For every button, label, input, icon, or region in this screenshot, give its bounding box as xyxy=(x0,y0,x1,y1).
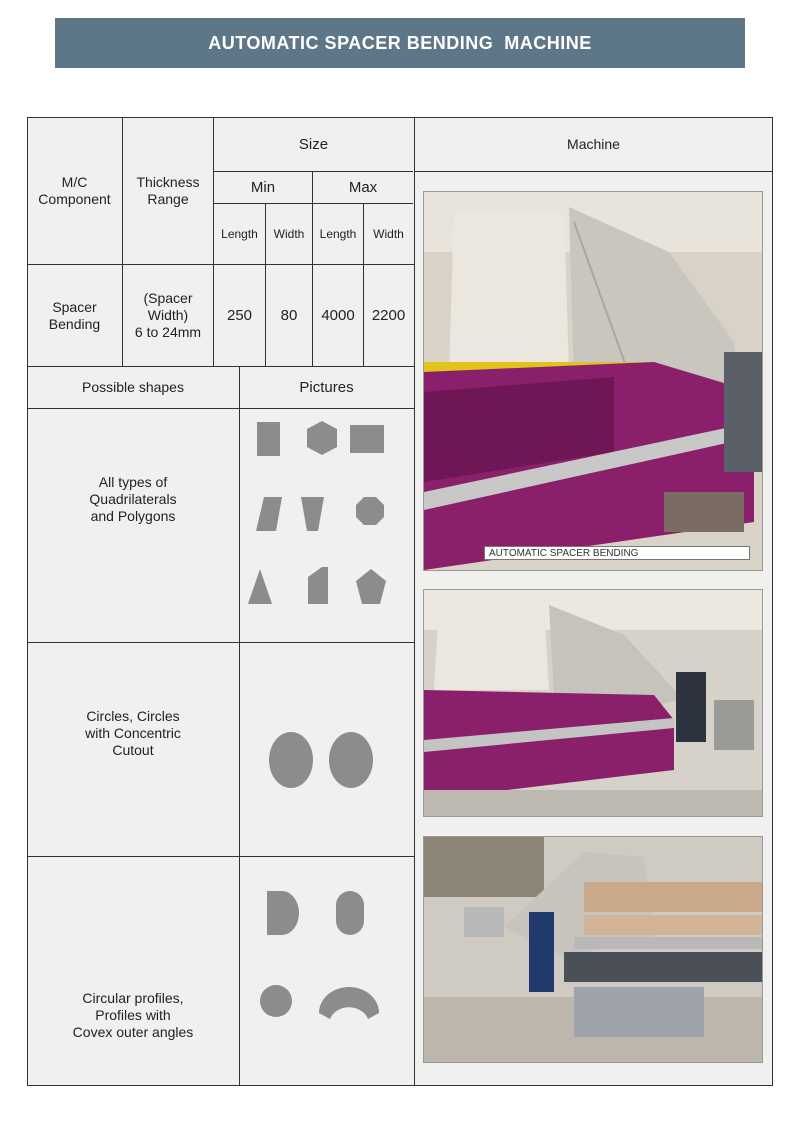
title-banner xyxy=(55,18,745,68)
header-size: Size xyxy=(298,136,329,153)
pentagon-icon xyxy=(356,569,386,604)
rectangle-icon xyxy=(350,425,384,453)
arch-icon xyxy=(319,987,379,1019)
header-min-width: Width xyxy=(273,226,305,241)
machine-photo-1 xyxy=(423,191,763,571)
machine-photo-1-drawing xyxy=(424,192,762,570)
row-component: Spacer Bending xyxy=(48,298,101,332)
ellipse-icon xyxy=(269,732,313,788)
parallelogram-icon xyxy=(256,497,282,531)
machine-photo-3 xyxy=(423,836,763,1063)
row-min-width: 80 xyxy=(280,307,298,324)
shape-icons xyxy=(240,409,413,1086)
trapezoid-icon xyxy=(301,497,324,531)
header-max-width: Width xyxy=(373,226,404,241)
page-title: AUTOMATIC SPACER BENDING MACHINE xyxy=(208,32,592,53)
triangle-icon xyxy=(248,569,272,604)
header-machine: Machine xyxy=(567,136,620,152)
machine-photo-2-drawing xyxy=(424,590,762,816)
row-thickness: (Spacer Width) 6 to 24mm xyxy=(134,290,202,340)
grid-line xyxy=(414,171,773,172)
header-pictures: Pictures xyxy=(299,379,354,396)
machine-photo-3-drawing xyxy=(424,837,762,1062)
octagon-icon xyxy=(356,497,384,525)
house-icon xyxy=(308,567,328,604)
stadium-icon xyxy=(336,891,364,935)
header-max: Max xyxy=(348,179,378,196)
header-min-length: Length xyxy=(221,226,258,241)
circle-icon xyxy=(260,985,292,1017)
ellipse-icon xyxy=(329,732,373,788)
machine-photo-2 xyxy=(423,589,763,817)
shapes-label-polygons: All types of Quadrilaterals and Polygons xyxy=(89,473,177,524)
header-possible-shapes: Possible shapes xyxy=(82,379,184,395)
header-max-length: Length xyxy=(319,226,357,241)
header-thickness: Thickness Range xyxy=(136,174,200,207)
shapes-label-circles: Circles, Circles with Concentric Cutout xyxy=(85,707,181,758)
hexagon-icon xyxy=(307,421,337,455)
row-min-length: 250 xyxy=(226,307,253,324)
grid-line xyxy=(414,117,415,1086)
d-shape-icon xyxy=(267,891,299,935)
machine-photo-1-caption: AUTOMATIC SPACER BENDING xyxy=(484,546,750,560)
header-min: Min xyxy=(250,179,276,196)
header-component: M/C Component xyxy=(38,174,111,207)
shapes-label-profiles: Circular profiles, Profiles with Covex outer angles xyxy=(72,989,194,1040)
square-icon xyxy=(257,422,280,456)
row-max-length: 4000 xyxy=(321,307,355,324)
row-max-width: 2200 xyxy=(371,307,406,324)
